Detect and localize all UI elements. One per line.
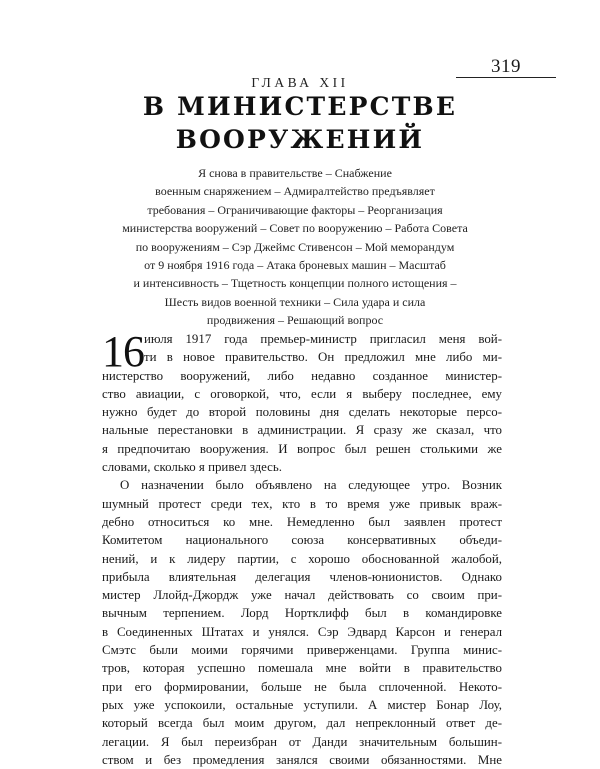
paragraph-line: мистер Ллойд-Джордж уже начал действовать со своим при- — [102, 588, 502, 603]
paragraph-line: при его формировании, больше не была сплоченной. Некото- — [102, 679, 502, 694]
paragraph-line: в Соединенных Штатах и унялся. Сэр Эдвард Карсон и генерал — [102, 624, 502, 639]
paragraph-line: нальные перестановки в администрации. Я сразу же сказал, что — [102, 423, 502, 438]
body-text — [102, 327, 502, 769]
paragraph-line: О назначении было объявлено на следующее утро. Возник — [120, 478, 502, 493]
synopsis-line: продвижения – Решающий вопрос — [206, 313, 384, 328]
synopsis-line: Шесть видов военной техники – Сила удара и сила — [164, 294, 426, 309]
paragraph-line: нистерство вооружений, либо недавно созданное министер- — [102, 368, 502, 383]
paragraph-line: нений, и к лидеру партии, с хорошо обоснованной жалобой, — [102, 551, 502, 566]
paragraph-line: прибыла влиятельная делегация членов-юнионистов. Однако — [102, 569, 502, 584]
paragraph-line: ти в новое правительство. Он предложил мне либо ми- — [144, 350, 502, 365]
paragraph-line: дебно относиться ко мне. Немедленно был заявлен протест — [102, 514, 502, 529]
synopsis-line: Я снова в правительстве – Снабжение — [198, 166, 392, 180]
paragraph-line: Смэтс были моими горячими приверженцами. Группа минис- — [102, 643, 502, 658]
paragraph-line: июля 1917 года премьер-министр пригласил меня вой- — [144, 332, 502, 346]
synopsis-line: министерства вооружений – Совет по вооружению – Работа Совета — [122, 221, 468, 236]
paragraph-line: вычным терпением. Лорд Нортклифф был в командировке — [102, 606, 502, 621]
page-number: 319 — [491, 56, 521, 77]
paragraph-line: шумный протест среди тех, кто в то время уже привык враж- — [102, 496, 502, 511]
synopsis-line: от 9 ноября 1916 года – Атака броневых машин – Масштаб — [144, 258, 446, 273]
chapter-title-line: ВООРУЖЕНИЙ — [175, 125, 425, 154]
synopsis-line: военным снаряжением – Адмиралтейство предъявляет — [155, 184, 435, 199]
chapter-title-line: В МИНИСТЕРСТВЕ — [142, 92, 458, 121]
paragraph-line: который всегда был моим другом, дал непреклонный ответ де- — [102, 716, 502, 731]
chapter-label: ГЛАВА XII — [251, 75, 349, 90]
chapter-synopsis — [80, 164, 510, 330]
synopsis-line: и интенсивность – Тщетность концепции полного истощения – — [133, 276, 457, 291]
paragraph-line: тров, которая успешно помешала мне войти в правительство — [102, 661, 502, 676]
paragraph-line: ством и без промедления занялся своими обязанностями. Мне — [102, 752, 502, 767]
synopsis-line: по вооружениям – Сэр Джеймс Стивенсон – Мой меморандум — [135, 239, 455, 254]
synopsis-line: требования – Ограничивающие факторы – Реорганизация — [147, 202, 443, 217]
paragraph-line: ство авиации, с оговоркой, что, если я выберу последнее, ему — [102, 386, 502, 401]
paragraph-line: Комитетом национального союза консервативных объеди- — [102, 533, 502, 548]
drop-cap: 16 — [102, 327, 144, 376]
chapter-title — [0, 90, 600, 156]
paragraph-line: рых уже успокоили, остальные уступили. А мистер Бонар Лоу, — [102, 697, 502, 712]
paragraph-line: словами, сколько я привел здесь. — [102, 460, 282, 475]
paragraph-line: легации. Я был переизбран от Данди значительным большин- — [102, 734, 502, 749]
paragraph-line: нужно будет до второй половины дня сделать некоторые персо- — [102, 405, 502, 420]
paragraph-line: я предпочитаю вооружения. И вопрос был решен столькими же — [102, 441, 502, 456]
